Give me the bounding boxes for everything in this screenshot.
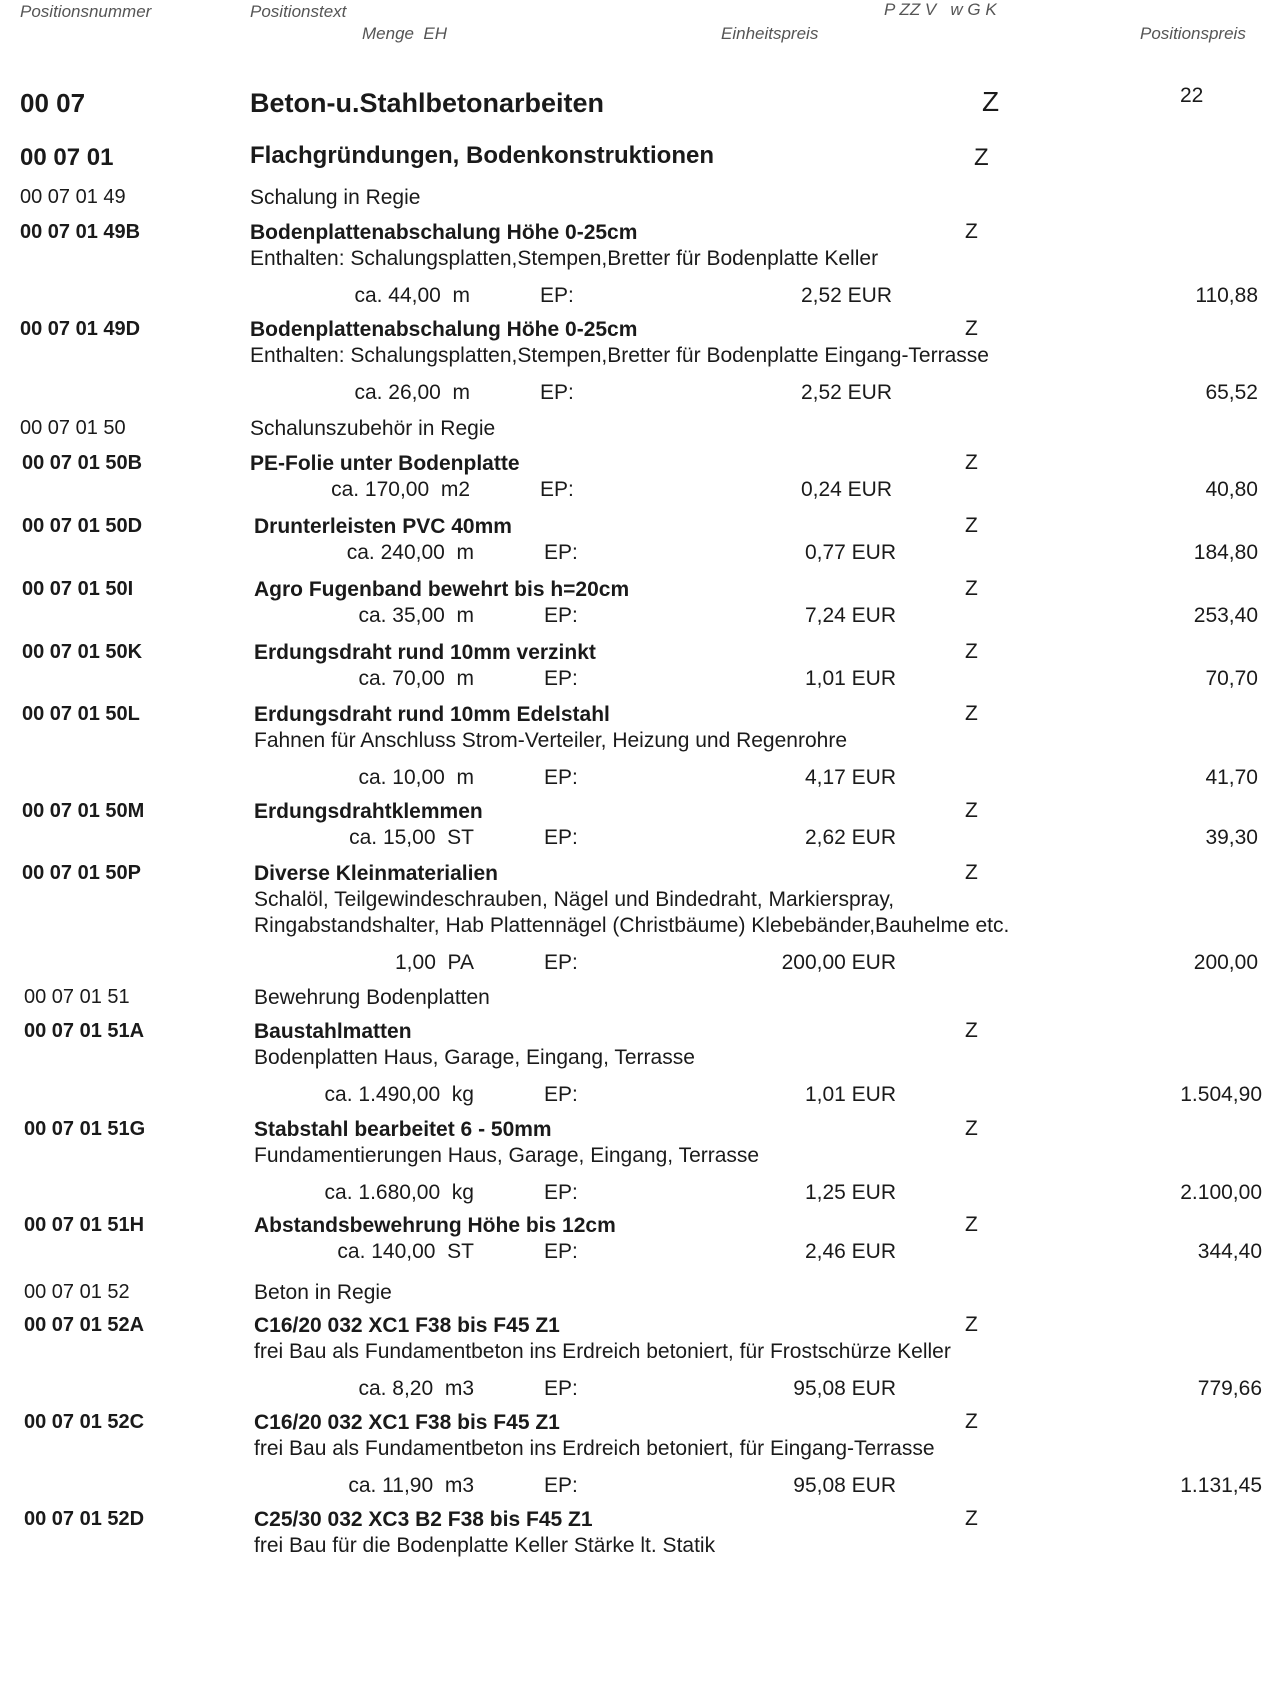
- ep-label: EP:: [540, 284, 574, 307]
- position-total: 39,30: [1205, 826, 1258, 849]
- position-total: 779,66: [1197, 1377, 1262, 1400]
- position-title: C16/20 032 XC1 F38 bis F45 Z1: [254, 1411, 560, 1434]
- flag-z: Z: [965, 1117, 978, 1140]
- header-positionspreis: Positionspreis: [1140, 24, 1246, 43]
- ep-label: EP:: [544, 1181, 578, 1204]
- position-title: Erdungsdrahtklemmen: [254, 800, 483, 823]
- position-total: 344,40: [1197, 1240, 1262, 1263]
- position-description: Schalöl, Teilgewindeschrauben, Nägel und Bindedraht, Markierspray,: [254, 888, 895, 911]
- unit-price: 2,46 EUR: [804, 1240, 896, 1263]
- position-title: Erdungsdraht rund 10mm verzinkt: [254, 641, 596, 664]
- quantity-unit: ca. 10,00 m: [358, 766, 474, 789]
- unit-price: 4,17 EUR: [804, 766, 896, 789]
- position-total: 70,70: [1205, 667, 1258, 690]
- flag-z: Z: [965, 702, 978, 725]
- unit-price: 95,08 EUR: [793, 1474, 896, 1497]
- group-title: Schalung in Regie: [250, 186, 421, 209]
- position-number: 00 07 01 50I: [22, 578, 134, 600]
- ep-label: EP:: [544, 1474, 578, 1497]
- quantity-unit: ca. 44,00 m: [354, 284, 470, 307]
- unit-price: 1,25 EUR: [804, 1181, 896, 1204]
- position-title: Agro Fugenband bewehrt bis h=20cm: [254, 578, 630, 601]
- quantity-unit: ca. 1.490,00 kg: [324, 1083, 474, 1106]
- quantity-unit: ca. 140,00 ST: [337, 1240, 474, 1263]
- flag-z: Z: [974, 144, 989, 171]
- header-positionsnummer: Positionsnummer: [20, 2, 152, 21]
- position-title: Diverse Kleinmaterialien: [254, 862, 498, 885]
- quantity-unit: ca. 1.680,00 kg: [324, 1181, 474, 1204]
- flag-z: Z: [965, 861, 978, 884]
- flag-z: Z: [965, 1507, 978, 1530]
- position-number: 00 07 01 52D: [24, 1508, 145, 1530]
- group-number: 00 07 01 49: [20, 186, 126, 208]
- position-title: PE-Folie unter Bodenplatte: [250, 452, 520, 475]
- flag-z: Z: [965, 220, 978, 243]
- position-number: 00 07 01 52C: [24, 1411, 145, 1433]
- unit-price: 0,77 EUR: [804, 541, 896, 564]
- ep-label: EP:: [544, 1083, 578, 1106]
- quantity-unit: ca. 240,00 m: [346, 541, 474, 564]
- section-number: 00 07: [20, 88, 86, 118]
- position-description: Enthalten: Schalungsplatten,Stempen,Bretter für Bodenplatte Eingang-Terrasse: [250, 344, 989, 367]
- position-title: Bodenplattenabschalung Höhe 0-25cm: [250, 318, 638, 341]
- position-title: Drunterleisten PVC 40mm: [254, 515, 512, 538]
- quantity-unit: ca. 11,90 m3: [348, 1474, 474, 1497]
- position-total: 110,88: [1195, 284, 1258, 307]
- ep-label: EP:: [544, 1240, 578, 1263]
- group-number: 00 07 01 51: [24, 986, 130, 1008]
- ep-label: EP:: [544, 826, 578, 849]
- flag-z: Z: [965, 577, 978, 600]
- ep-label: EP:: [544, 951, 578, 974]
- unit-price: 95,08 EUR: [793, 1377, 896, 1400]
- header-flags: P ZZ V w G K: [884, 0, 997, 19]
- position-number: 00 07 01 52A: [24, 1314, 145, 1336]
- position-title: Bodenplattenabschalung Höhe 0-25cm: [250, 221, 638, 244]
- position-number: 00 07 01 51G: [24, 1118, 146, 1140]
- position-title: Stabstahl bearbeitet 6 - 50mm: [254, 1118, 552, 1141]
- ep-label: EP:: [540, 478, 574, 501]
- unit-price: 7,24 EUR: [804, 604, 896, 627]
- flag-z: Z: [982, 86, 1000, 117]
- position-title: Baustahlmatten: [254, 1020, 412, 1043]
- unit-price: 0,24 EUR: [800, 478, 892, 501]
- unit-price: 2,52 EUR: [800, 381, 892, 404]
- position-number: 00 07 01 51A: [24, 1020, 145, 1042]
- ep-label: EP:: [540, 381, 574, 404]
- flag-z: Z: [965, 640, 978, 663]
- section-title: Beton-u.Stahlbetonarbeiten: [250, 88, 605, 118]
- header-einheitspreis: Einheitspreis: [721, 24, 819, 43]
- position-total: 1.131,45: [1180, 1474, 1262, 1497]
- position-description: frei Bau als Fundamentbeton ins Erdreich betoniert, für Eingang-Terrasse: [254, 1437, 935, 1460]
- position-number: 00 07 01 51H: [24, 1214, 145, 1236]
- header-positionstext: Positionstext: [250, 2, 347, 21]
- ep-label: EP:: [544, 541, 578, 564]
- ep-label: EP:: [544, 1377, 578, 1400]
- flag-z: Z: [965, 451, 978, 474]
- position-description: frei Bau als Fundamentbeton ins Erdreich betoniert, für Frostschürze Keller: [254, 1340, 951, 1363]
- unit-price: 1,01 EUR: [804, 1083, 896, 1106]
- position-description: frei Bau für die Bodenplatte Keller Stärke lt. Statik: [254, 1534, 716, 1557]
- quantity-unit: ca. 26,00 m: [354, 381, 470, 404]
- position-number: 00 07 01 49D: [20, 318, 141, 340]
- ep-label: EP:: [544, 766, 578, 789]
- position-total: 200,00: [1193, 951, 1258, 974]
- flag-z: Z: [965, 1313, 978, 1336]
- position-title: Abstandsbewehrung Höhe bis 12cm: [254, 1214, 616, 1237]
- group-title: Schalunszubehör in Regie: [250, 417, 496, 440]
- page-number: 22: [1180, 84, 1204, 107]
- position-description: Bodenplatten Haus, Garage, Eingang, Terrasse: [254, 1046, 695, 1069]
- flag-z: Z: [965, 1410, 978, 1433]
- group-number: 00 07 01 50: [20, 417, 126, 439]
- position-number: 00 07 01 50B: [22, 452, 143, 474]
- flag-z: Z: [965, 317, 978, 340]
- group-title: Beton in Regie: [254, 1281, 392, 1304]
- flag-z: Z: [965, 1213, 978, 1236]
- quantity-unit: ca. 170,00 m2: [331, 478, 470, 501]
- position-total: 1.504,90: [1180, 1083, 1262, 1106]
- position-description: Fahnen für Anschluss Strom-Verteiler, Heizung und Regenrohre: [254, 729, 847, 752]
- flag-z: Z: [965, 799, 978, 822]
- position-title: C16/20 032 XC1 F38 bis F45 Z1: [254, 1314, 560, 1337]
- position-total: 2.100,00: [1180, 1181, 1262, 1204]
- position-number: 00 07 01 50D: [22, 515, 143, 537]
- quantity-unit: ca. 8,20 m3: [358, 1377, 474, 1400]
- position-description: Enthalten: Schalungsplatten,Stempen,Bretter für Bodenplatte Keller: [250, 247, 879, 270]
- position-total: 40,80: [1205, 478, 1258, 501]
- position-number: 00 07 01 50M: [22, 800, 145, 822]
- position-number: 00 07 01 50K: [22, 641, 143, 663]
- unit-price: 1,01 EUR: [804, 667, 896, 690]
- group-number: 00 07 01 52: [24, 1281, 130, 1303]
- quantity-unit: 1,00 PA: [395, 951, 474, 974]
- position-number: 00 07 01 49B: [20, 221, 141, 243]
- quantity-unit: ca. 35,00 m: [358, 604, 474, 627]
- flag-z: Z: [965, 1019, 978, 1042]
- quantity-unit: ca. 15,00 ST: [349, 826, 474, 849]
- position-number: 00 07 01 50L: [22, 703, 140, 725]
- position-total: 253,40: [1193, 604, 1258, 627]
- ep-label: EP:: [544, 667, 578, 690]
- subsection-number: 00 07 01: [20, 144, 114, 171]
- flag-z: Z: [965, 514, 978, 537]
- header-menge-eh: Menge EH: [362, 24, 448, 43]
- unit-price: 2,52 EUR: [800, 284, 892, 307]
- position-description: Fundamentierungen Haus, Garage, Eingang, Terrasse: [254, 1144, 760, 1167]
- position-number: 00 07 01 50P: [22, 862, 141, 884]
- quantity-unit: ca. 70,00 m: [358, 667, 474, 690]
- subsection-title: Flachgründungen, Bodenkonstruktionen: [250, 142, 714, 169]
- position-title: C25/30 032 XC3 B2 F38 bis F45 Z1: [254, 1508, 593, 1531]
- position-description: Ringabstandshalter, Hab Plattennägel (Christbäume) Klebebänder,Bauhelme etc.: [254, 914, 1010, 937]
- unit-price: 2,62 EUR: [804, 826, 896, 849]
- position-title: Erdungsdraht rund 10mm Edelstahl: [254, 703, 610, 726]
- position-total: 184,80: [1193, 541, 1258, 564]
- unit-price: 200,00 EUR: [781, 951, 896, 974]
- position-total: 41,70: [1205, 766, 1258, 789]
- group-title: Bewehrung Bodenplatten: [254, 986, 490, 1009]
- ep-label: EP:: [544, 604, 578, 627]
- position-total: 65,52: [1205, 381, 1258, 404]
